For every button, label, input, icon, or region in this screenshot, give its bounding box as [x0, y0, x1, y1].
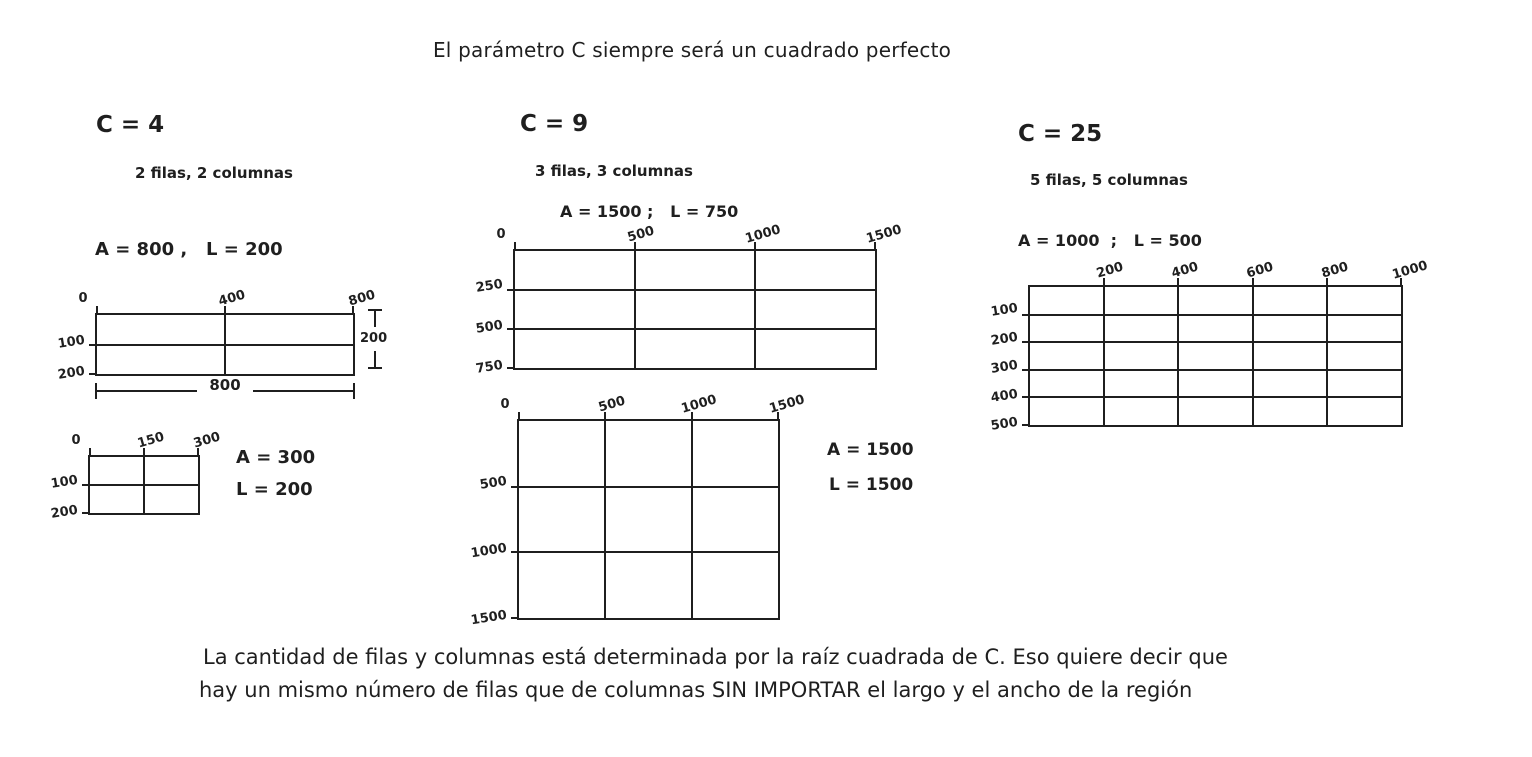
footer-line-1: La cantidad de filas y columnas está determinada por la raíz cuadrada de C. Eso quiere decir que [203, 645, 1228, 669]
grid-line-horizontal [515, 289, 875, 291]
top-tick-label: 500 [596, 393, 627, 416]
tick-mark-left [507, 367, 514, 369]
top-tick-label: 0 [500, 397, 510, 412]
subheading-c25: 5 filas, 5 columnas [1030, 171, 1188, 189]
heading-c25: C = 25 [1018, 121, 1103, 147]
top-tick-label: 1500 [864, 222, 904, 247]
left-tick-label: 500 [478, 473, 508, 493]
top-tick-label: 600 [1244, 259, 1276, 282]
tick-mark-left [511, 617, 518, 619]
tick-mark-left [1022, 341, 1029, 343]
heading-c9: C = 9 [520, 111, 589, 137]
top-tick-label: 1000 [743, 222, 783, 247]
top-tick-label: 300 [191, 429, 223, 452]
grid-line-vertical [754, 251, 756, 368]
tick-mark-left [89, 344, 96, 346]
grid-c9-top [513, 249, 877, 370]
grid-line-vertical [634, 251, 636, 368]
height-dimension-bottom-cap [366, 351, 384, 369]
left-tick-label: 200 [56, 363, 86, 383]
top-tick-label: 800 [1319, 259, 1351, 282]
grid-c25 [1028, 285, 1403, 427]
tick-mark-top [96, 306, 98, 314]
top-tick-label: 0 [496, 227, 506, 242]
left-tick-label: 400 [989, 386, 1019, 406]
left-tick-label: 100 [56, 332, 86, 352]
grid-line-horizontal [90, 484, 198, 486]
tick-mark-left [1022, 396, 1029, 398]
annotation-c9-length: L = 1500 [829, 475, 914, 495]
formula-c4: A = 800 , L = 200 [95, 239, 283, 260]
top-tick-label: 200 [1094, 259, 1126, 282]
top-tick-label: 500 [626, 223, 657, 246]
top-tick-label: 400 [216, 287, 248, 310]
heading-c4: C = 4 [96, 112, 165, 138]
left-tick-label: 200 [989, 329, 1019, 349]
grid-line-horizontal [1030, 396, 1401, 398]
left-tick-label: 200 [49, 502, 79, 522]
top-tick-label: 1000 [679, 392, 719, 417]
footer-line-2: hay un mismo número de filas que de columnas SIN IMPORTAR el largo y el ancho de la región [199, 678, 1193, 702]
left-tick-label: 500 [474, 317, 504, 337]
tick-mark-left [82, 484, 89, 486]
tick-mark-top [518, 412, 520, 420]
top-tick-label: 0 [78, 291, 88, 306]
height-dimension-top-cap [366, 309, 384, 327]
height-dimension-label: 200 [360, 331, 388, 346]
left-tick-label: 250 [474, 277, 504, 297]
left-tick-label: 100 [989, 301, 1019, 321]
annotation-c4-length: L = 200 [236, 479, 313, 500]
left-tick-label: 300 [989, 357, 1019, 378]
subheading-c4: 2 filas, 2 columnas [135, 164, 293, 182]
grid-c4-main [95, 313, 355, 376]
tick-mark-left [511, 551, 518, 553]
grid-line-horizontal [1030, 314, 1401, 316]
grid-line-horizontal [97, 344, 353, 346]
grid-line-vertical [691, 421, 693, 618]
grid-line-vertical [1103, 287, 1105, 425]
tick-mark-left [1022, 314, 1029, 316]
tick-mark-left [1022, 369, 1029, 371]
tick-mark-top [514, 242, 516, 250]
annotation-c9-area: A = 1500 [827, 440, 914, 460]
tick-mark-left [507, 328, 514, 330]
grid-line-vertical [604, 421, 606, 618]
left-tick-label: 1500 [469, 607, 508, 629]
grid-line-horizontal [1030, 369, 1401, 371]
top-tick-label: 1500 [767, 392, 807, 417]
annotation-c4-area: A = 300 [236, 447, 316, 468]
grid-line-vertical [1326, 287, 1328, 425]
tick-mark-left [507, 289, 514, 291]
tick-mark-left [89, 373, 96, 375]
top-tick-label: 0 [71, 433, 81, 448]
tick-mark-left [511, 486, 518, 488]
top-tick-label: 150 [135, 429, 167, 452]
top-tick-label: 1000 [1390, 258, 1430, 283]
grid-line-horizontal [515, 328, 875, 330]
left-tick-label: 1000 [469, 540, 508, 562]
formula-c9: A = 1500 ; L = 750 [560, 202, 739, 221]
grid-line-horizontal [1030, 341, 1401, 343]
grid-line-vertical [1177, 287, 1179, 425]
width-dimension-label: 800 [197, 376, 253, 394]
left-tick-label: 750 [474, 357, 504, 377]
top-tick-label: 400 [1169, 259, 1201, 282]
formula-c25: A = 1000 ; L = 500 [1018, 231, 1202, 250]
tick-mark-left [1022, 424, 1029, 426]
grid-line-horizontal [519, 551, 778, 553]
tick-mark-left [82, 512, 89, 514]
subheading-c9: 3 filas, 3 columnas [535, 162, 693, 180]
page-title: El parámetro C siempre será un cuadrado perfecto [432, 38, 952, 62]
grid-c9-bottom [517, 419, 780, 620]
left-tick-label: 500 [989, 414, 1019, 434]
left-tick-label: 100 [49, 472, 79, 492]
grid-c4-small [88, 455, 200, 515]
grid-line-vertical [1252, 287, 1254, 425]
grid-line-horizontal [519, 486, 778, 488]
top-tick-label: 800 [346, 287, 378, 310]
tick-mark-top [89, 448, 91, 456]
